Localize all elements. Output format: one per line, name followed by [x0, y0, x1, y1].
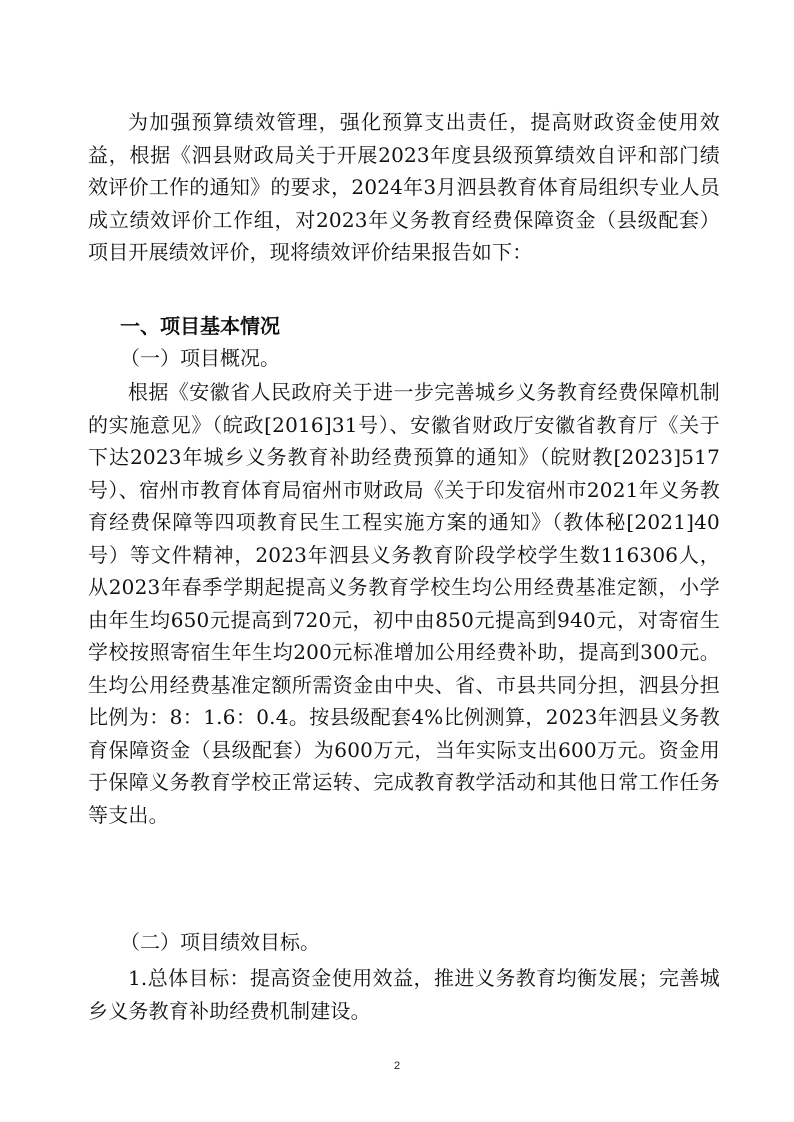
page-number: 2 [393, 1060, 401, 1072]
subheading-project-overview: （一）项目概况。 [120, 346, 280, 370]
overview-paragraph: 根据《安徽省人民政府关于进一步完善城乡义务教育经费保障机制的实施意见》（皖政[2016]31号）、安徽省财政厅安徽省教育厅《关于下达2023年城乡义务教育补助经费预算的通知》（皖财教[2023]517号）、宿州市教育体育局宿州市财政局《关于印发宿州市2021年义务教育经费保障等四项教育民生工程实施方案的通知》（教体秘[2021]40号）等文件精神，2023年泗县义务教育阶段学校学生数116306人，从2023年春季学期起提高义务教育学校生均公用经费基准定额，小学由年生均650元提高到720元，初中由850元提高到940元，对寄宿生学校按照寄宿生年生均200元标准增加公用经费补助，提高到300元。生均公用经费基准定额所需资金由中央、省、市县共同分担，泗县分担比例为：8：1.6：0.4。按县级配套4%比例测算，2023年泗县义务教育保障资金（县级配套）为600万元，当年实际支出600万元。资金用于保障义务教育学校正常运转、完成教育教学活动和其他日常工作任务等支出。 [88, 380, 720, 827]
section-heading-project-basics: 一、项目基本情况 [120, 314, 280, 338]
overall-goal-paragraph: 1.总体目标：提高资金使用效益，推进义务教育均衡发展；完善城乡义务教育补助经费机制建设。 [88, 966, 720, 1023]
subheading-performance-goals: （二）项目绩效目标。 [120, 930, 320, 954]
intro-paragraph: 为加强预算绩效管理，强化预算支出责任，提高财政资金使用效益，根据《泗县财政局关于开展2023年度县级预算绩效自评和部门绩效评价工作的通知》的要求，2024年3月泗县教育体育局组织专业人员成立绩效评价工作组，对2023年义务教育经费保障资金（县级配套）项目开展绩效评价，现将绩效评价结果报告如下： [88, 110, 720, 264]
